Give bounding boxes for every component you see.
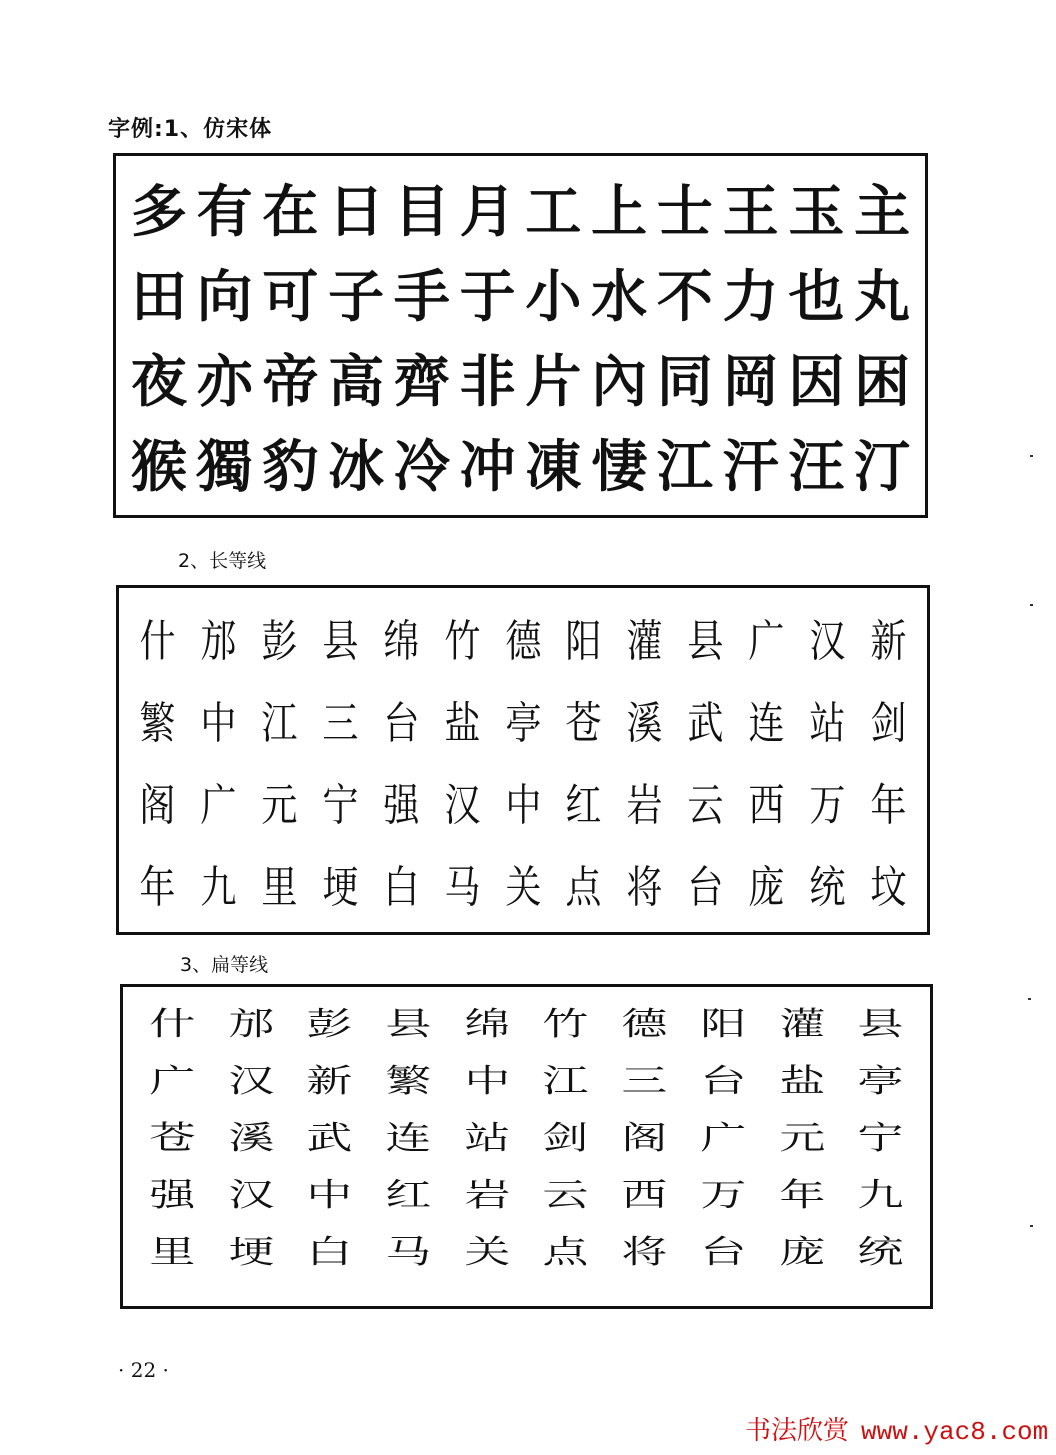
- sample-character: 丸: [854, 264, 911, 331]
- sample-character: 马: [385, 1233, 432, 1271]
- sample-character: 宁: [322, 780, 359, 831]
- sample-character: 中: [200, 698, 237, 749]
- sample-character: 坟: [870, 862, 907, 913]
- sample-character: 广: [748, 616, 785, 667]
- watermark: [745, 1410, 1048, 1447]
- sample-character: 年: [778, 1176, 825, 1214]
- sample-character: 广: [149, 1062, 196, 1100]
- sample-character: 红: [385, 1176, 432, 1214]
- sample-character: 在: [262, 179, 319, 246]
- sample-character: 凍: [525, 433, 582, 500]
- sample-character: 冷: [393, 433, 450, 500]
- sample-character: 统: [857, 1233, 904, 1271]
- sample-character: 月: [459, 179, 516, 246]
- sample-character: 繁: [139, 698, 176, 749]
- sample-character: 台: [700, 1062, 747, 1100]
- sample-character: 日: [328, 179, 385, 246]
- sample-character: 年: [139, 862, 176, 913]
- sample-character: 工: [525, 179, 582, 246]
- sample-character: 连: [748, 698, 785, 749]
- sample-character: 汉: [444, 780, 481, 831]
- sample-character: 玉: [788, 179, 845, 246]
- sample-character: 不: [656, 264, 713, 331]
- sample-character: 剑: [870, 698, 907, 749]
- sample-character: 冲: [459, 433, 516, 500]
- sample-character: 阁: [621, 1119, 668, 1157]
- sample-character: 岩: [626, 780, 663, 831]
- sample-character: 亦: [196, 348, 253, 415]
- sample-character: 士: [656, 179, 713, 246]
- sample-character: 汗: [722, 433, 779, 500]
- sample-character: 台: [383, 698, 420, 749]
- sample-character: 绵: [464, 1005, 511, 1043]
- sample-character: 武: [306, 1119, 353, 1157]
- sample-character: 江: [656, 433, 713, 500]
- sample-character: 德: [621, 1005, 668, 1043]
- sample-character: 九: [857, 1176, 904, 1214]
- sample-character: 中: [306, 1176, 353, 1214]
- sample-character: 溪: [228, 1119, 275, 1157]
- sample-character: 九: [200, 862, 237, 913]
- sample-character: 三: [322, 698, 359, 749]
- flat-dengxian-character-grid: [133, 993, 920, 1271]
- sample-character: 连: [385, 1119, 432, 1157]
- sample-character: 小: [525, 264, 582, 331]
- scan-speck: [1028, 998, 1031, 1000]
- sample-character: 里: [149, 1233, 196, 1271]
- fangsong-character-grid: [126, 166, 915, 505]
- sample-character: 江: [261, 698, 298, 749]
- sample-character: 宁: [857, 1119, 904, 1157]
- sample-character: 彭: [261, 616, 298, 667]
- sample-character: 王: [722, 179, 779, 246]
- sample-character: 亭: [504, 698, 542, 749]
- sample-character: 云: [542, 1176, 589, 1214]
- sample-character: 绵: [383, 616, 420, 667]
- sample-character: 里: [261, 862, 298, 913]
- sample-character: 同: [656, 348, 713, 415]
- sample-character: 站: [809, 698, 846, 749]
- sample-character: 万: [809, 780, 846, 831]
- sample-character: 元: [261, 780, 298, 831]
- sample-character: 溪: [626, 698, 663, 749]
- sample-character: 岩: [464, 1176, 511, 1214]
- sample-character: 亭: [857, 1062, 904, 1100]
- sample-character: 盐: [778, 1062, 825, 1100]
- sample-character: 庞: [748, 862, 785, 913]
- sample-character: 阳: [565, 616, 602, 667]
- sample-character: 灌: [626, 616, 663, 667]
- sample-character: 什: [149, 1005, 196, 1043]
- sample-character: 强: [383, 780, 420, 831]
- sample-character: 江: [542, 1062, 589, 1100]
- tall-dengxian-character-grid: [127, 596, 919, 924]
- sample-character: 邡: [228, 1005, 275, 1043]
- sample-character: 力: [722, 264, 779, 331]
- sample-character: 万: [700, 1176, 747, 1214]
- sample-character: 岡: [722, 348, 779, 415]
- sample-character: 阁: [139, 780, 176, 831]
- sample-character: 子: [328, 264, 385, 331]
- sample-character: 盐: [444, 698, 481, 749]
- sample-character: 西: [621, 1176, 668, 1214]
- sample-character: 关: [504, 862, 542, 913]
- sample-character: 将: [626, 862, 663, 913]
- sample-character: 汀: [854, 433, 911, 500]
- sample-character: 目: [393, 179, 450, 246]
- sample-character: 红: [565, 780, 602, 831]
- sample-character: 年: [870, 780, 907, 831]
- sample-character: 西: [748, 780, 785, 831]
- sample-character: 统: [809, 862, 846, 913]
- sample-character: 困: [854, 348, 911, 415]
- sample-character: 武: [687, 698, 724, 749]
- sample-character: 豹: [262, 433, 319, 500]
- scan-speck: [1030, 455, 1033, 457]
- fangsong-sample-box: [113, 153, 928, 518]
- section-title-flat: 3、扁等线: [180, 954, 269, 976]
- sample-character: 埂: [322, 862, 359, 913]
- watermark-url[interactable]: www.yac8.com: [861, 1417, 1049, 1447]
- sample-character: 灌: [778, 1005, 825, 1043]
- sample-character: 冰: [328, 433, 385, 500]
- sample-character: 帝: [262, 348, 319, 415]
- section-title-tall: 2、长等线: [178, 550, 267, 572]
- sample-character: 田: [130, 264, 187, 331]
- sample-character: 竹: [542, 1005, 589, 1043]
- sample-character: 埂: [228, 1233, 275, 1271]
- sample-character: 因: [788, 348, 845, 415]
- sample-character: 有: [196, 179, 253, 246]
- sample-character: 汉: [228, 1176, 275, 1214]
- sample-character: 苍: [149, 1119, 196, 1157]
- sample-character: 县: [857, 1005, 904, 1043]
- sample-character: 主: [854, 179, 911, 246]
- sample-character: 多: [130, 179, 187, 246]
- flat-dengxian-sample-box: [120, 984, 933, 1309]
- sample-character: 剑: [542, 1119, 589, 1157]
- sample-character: 广: [200, 780, 237, 831]
- sample-character: 元: [778, 1119, 825, 1157]
- sample-character: 县: [687, 616, 724, 667]
- sample-character: 非: [459, 348, 516, 415]
- sample-character: 台: [700, 1233, 747, 1271]
- sample-character: 夜: [130, 348, 187, 415]
- sample-character: 台: [687, 862, 724, 913]
- sample-character: 內: [591, 348, 648, 415]
- tall-dengxian-sample-box: [116, 585, 930, 935]
- sample-character: 汉: [228, 1062, 275, 1100]
- sample-character: 县: [322, 616, 359, 667]
- sample-character: 竹: [444, 616, 481, 667]
- sample-character: 向: [196, 264, 253, 331]
- sample-character: 也: [788, 264, 845, 331]
- sample-character: 云: [687, 780, 724, 831]
- sample-character: 手: [393, 264, 450, 331]
- sample-character: 可: [262, 264, 319, 331]
- sample-character: 关: [464, 1233, 511, 1271]
- sample-character: 点: [565, 862, 602, 913]
- sample-character: 阳: [700, 1005, 747, 1043]
- sample-character: 新: [306, 1062, 353, 1100]
- sample-character: 新: [870, 616, 907, 667]
- sample-character: 苍: [565, 698, 602, 749]
- scan-speck: [1030, 1225, 1033, 1227]
- sample-character: 什: [139, 616, 176, 667]
- sample-character: 将: [621, 1233, 668, 1271]
- sample-character: 中: [464, 1062, 511, 1100]
- page-heading: 字例:1、仿宋体: [108, 117, 273, 142]
- sample-character: 中: [504, 780, 542, 831]
- sample-character: 庞: [778, 1233, 825, 1271]
- sample-character: 于: [459, 264, 516, 331]
- sample-character: 点: [542, 1233, 589, 1271]
- sample-character: 悽: [591, 433, 648, 500]
- sample-character: 水: [591, 264, 648, 331]
- sample-character: 强: [149, 1176, 196, 1214]
- sample-character: 繁: [385, 1062, 432, 1100]
- sample-character: 县: [385, 1005, 432, 1043]
- sample-character: 汉: [809, 616, 846, 667]
- sample-character: 马: [444, 862, 481, 913]
- sample-character: 站: [464, 1119, 511, 1157]
- sample-character: 邡: [200, 616, 237, 667]
- scan-speck: [1030, 604, 1033, 606]
- sample-character: 德: [504, 616, 542, 667]
- sample-character: 白: [306, 1233, 353, 1271]
- sample-character: 三: [621, 1062, 668, 1100]
- sample-character: 彭: [306, 1005, 353, 1043]
- sample-character: 片: [525, 348, 582, 415]
- sample-character: 齊: [393, 348, 450, 415]
- sample-character: 上: [591, 179, 648, 246]
- sample-character: 广: [700, 1119, 747, 1157]
- sample-character: 猴: [130, 433, 187, 500]
- sample-character: 獨: [196, 433, 253, 500]
- sample-character: 汪: [788, 433, 845, 500]
- watermark-label: 书法欣赏: [745, 1416, 850, 1446]
- sample-character: 白: [383, 862, 420, 913]
- sample-character: 高: [328, 348, 385, 415]
- page-number: · 22 ·: [118, 1358, 169, 1382]
